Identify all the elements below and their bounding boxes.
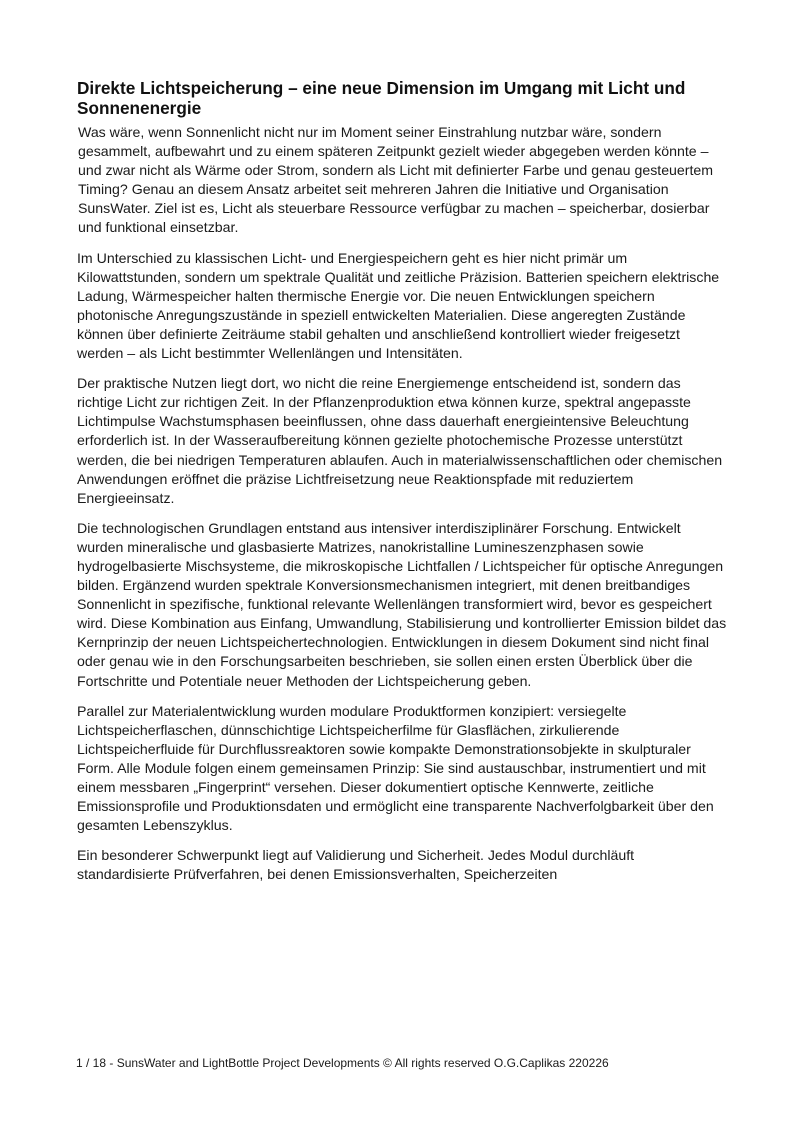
page-footer: 1 / 18 - SunsWater and LightBottle Project Developments © All rights reserved O.G.Caplikas 220226 (76, 1056, 609, 1070)
document-page (77, 79, 727, 895)
paragraph-technology: Die technologischen Grundlagen entstand aus intensiver interdisziplinärer Forschung. Entwickelt wurden mineralische und glasbasierte Matrizes, nanokristalline Lumineszenzphasen sowie hydrogelbasierte Mischsysteme, die mikroskopische Lichtfallen / Lichtspeicher für optische Anregungen bilden. Ergänzend wurden spektrale Konversionsmechanismen integriert, mit denen breitbandiges Sonnenlicht in spezifische, funktional relevante Wellenlängen transformiert wird, bevor es gespeichert wird. Diese Kombination aus Einfang, Umwandlung, Stabilisierung und kontrollierter Emission bildet das Kernprinzip der neuen Lichtspeichertechnologien. Entwicklungen in diesem Dokument sind nicht final oder genau wie in den Forschungsarbeiten beschrieben, sie sollen einen ersten Überblick über die Fortschritte und Potentiale neuer Methoden der Lichtspeicherung geben. (77, 519, 727, 689)
paragraph-practical-use: Der praktische Nutzen liegt dort, wo nicht die reine Energiemenge entscheidend ist, sondern das richtige Licht zur richtigen Zeit. In der Pflanzenproduktion etwa können kurze, spektral angepasste Lichtimpulse Wachstumsphasen beeinflussen, ohne dass dauerhaft energieintensive Beleuchtung erforderlich ist. In der Wasseraufbereitung können gezielte photochemische Prozesse unterstützt werden, die bei niedrigen Temperaturen ablaufen. Auch in materialwissenschaftlichen oder chemischen Anwendungen eröffnet die präzise Lichtfreisetzung neue Reaktionspfade mit reduziertem Energieeinsatz. (77, 375, 723, 506)
paragraph-intro: Was wäre, wenn Sonnenlicht nicht nur im Moment seiner Einstrahlung nutzbar wäre, sondern gesammelt, aufbewahrt und zu einem späteren Zeitpunkt gezielt wieder abgegeben werden könnte – und zwar nicht als Wärme oder Strom, sondern als Licht mit definierter Farbe und genau gesteuertem Timing? Genau an diesem Ansatz arbeitet seit mehreren Jahren die Initiative und Organisation SunsWater. Ziel ist es, Licht als steuerbare Ressource verfügbar zu machen – speicherbar, dosierbar und funktional einsetzbar. (78, 124, 714, 236)
paragraph-comparison: Im Unterschied zu klassischen Licht- und Energiespeichern geht es hier nicht primär um Kilowattstunden, sondern um spektrale Qualität und zeitliche Präzision. Batterien speichern elektrische Ladung, Wärmespeicher halten thermische Energie vor. Die neuen Entwicklungen speichern photonische Anregungszustände in speziell entwickelten Materialien. Diese angeregten Zustände können über definierte Zeiträume stabil gehalten und anschließend kontrolliert wieder freigesetzt werden – als Licht bestimmter Wellenlängen und Intensitäten. (77, 249, 720, 362)
paragraph-validation: Ein besonderer Schwerpunkt liegt auf Validierung und Sicherheit. Jedes Modul durchläuft standardisierte Prüfverfahren, bei denen Emissionsverhalten, Speicherzeiten (77, 847, 635, 883)
document-title: Direkte Lichtspeicherung – eine neue Dimension im Umgang mit Licht und Sonnenenergie (77, 78, 686, 118)
paragraph-product-forms: Parallel zur Materialentwicklung wurden modulare Produktformen konzipiert: versiegelte Lichtspeicherflaschen, dünnschichtige Lichtspeicherfilme für Glasflächen, zirkulierende Lichtspeicherfluide für Durchflussreaktoren sowie kompakte Demonstrationsobjekte in skulpturaler Form. Alle Module folgen einem gemeinsamen Prinzip: Sie sind austauschbar, instrumentiert und mit einem messbaren „Fingerprint“ versehen. Dieser dokumentiert optische Kennwerte, zeitliche Emissionsprofile und Produktionsdaten und ermöglicht eine transparente Nachverfolgbarkeit über den gesamten Lebenszyklus. (77, 702, 714, 834)
